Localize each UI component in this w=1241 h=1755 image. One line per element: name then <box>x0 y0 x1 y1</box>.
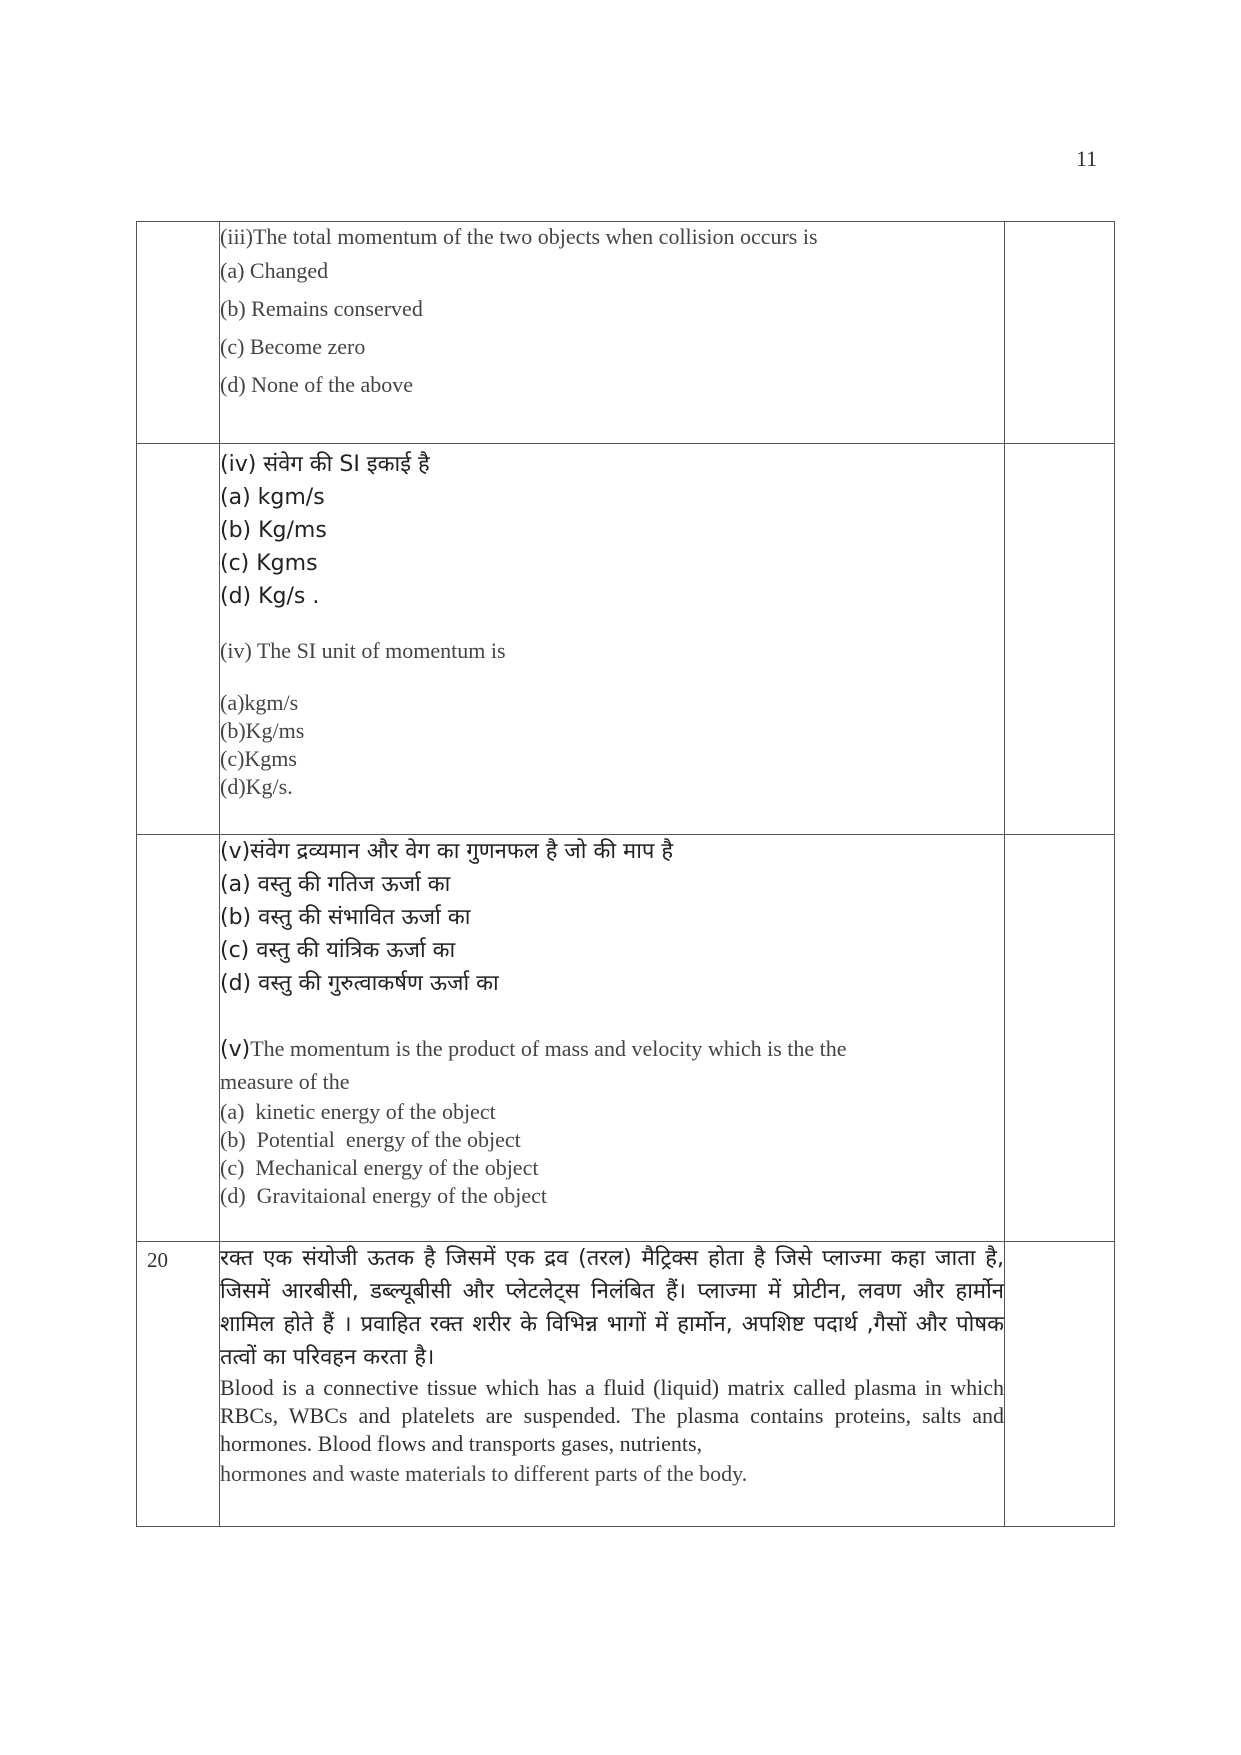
english-option-b: (b)Kg/ms <box>220 718 305 743</box>
english-option-d: (d)Kg/s. <box>220 774 293 799</box>
question-iii-text: (iii)The total momentum of the two objects when collision occurs is <box>220 224 818 249</box>
english-question-iv: (iv) The SI unit of momentum is <box>220 638 506 663</box>
english-option-a: (a)kgm/s <box>220 690 299 715</box>
serial-cell <box>137 1242 220 1527</box>
hindi-option-d: (d) वस्तु की गुरुत्वाकर्षण ऊर्जा का <box>220 971 499 996</box>
hindi-answer-text: रक्त एक संयोजी ऊतक है जिसमें एक द्रव (तरल) मैट्रिक्स होता है जिसे प्लाज्मा कहा जाता है, जिसमें आरबीसी, डब्ल्यूबीसी और प्लेटलेट्स निलंबित हैं। प्लाज्मा में प्रोटीन, लवण और हार्मोन शामिल होते हैं । प्रवाहित रक्त शरीर के विभिन्न भागों में हार्मोन, अपशिष्ट पदार्थ ,गैसों और पोषक तत्वों का परिवहन करता है। <box>220 1246 1004 1370</box>
hindi-option-d: (d) Kg/s . <box>220 584 320 609</box>
table-row-iv <box>137 444 1115 835</box>
table-row-20 <box>137 1242 1115 1527</box>
marks-cell <box>1005 1242 1115 1527</box>
english-question-v-line2: measure of the <box>220 1069 350 1094</box>
english-answer-last-line: hormones and waste materials to different parts of the body. <box>220 1461 748 1486</box>
english-answer-text: Blood is a connective tissue which has a fluid (liquid) matrix called plasma in which RBCs, WBCs and platelets are suspended. The plasma contains proteins, salts and hormones. Blood flows and transports gases, nutrients, <box>220 1375 1004 1456</box>
english-option-a: (a) kinetic energy of the object <box>220 1099 496 1124</box>
marks-cell <box>1005 444 1115 835</box>
english-option-d: (d) Gravitaional energy of the object <box>220 1183 548 1208</box>
marks-cell <box>1005 835 1115 1242</box>
table-row-iii <box>137 222 1115 444</box>
hindi-question-iv: (iv) संवेग की SI इकाई है <box>220 452 430 477</box>
hindi-question-v: (v)संवेग द्रव्यमान और वेग का गुणनफल है जो की माप है <box>220 839 674 864</box>
hindi-option-b: (b) वस्तु की संभावित ऊर्जा का <box>220 905 471 930</box>
serial-cell <box>137 222 220 444</box>
english-question-v-line1: The momentum is the product of mass and velocity which is the the <box>250 1036 847 1061</box>
serial-cell <box>137 444 220 835</box>
question-cell-20 <box>220 1242 1005 1527</box>
option-a: (a) Changed <box>220 258 329 283</box>
page-number: 11 <box>1076 146 1098 171</box>
english-option-b: (b) Potential energy of the object <box>220 1127 521 1152</box>
english-option-c: (c)Kgms <box>220 746 297 771</box>
answer-key-table <box>136 221 1115 1527</box>
option-b: (b) Remains conserved <box>220 296 423 321</box>
hindi-option-c: (c) वस्तु की यांत्रिक ऊर्जा का <box>220 938 456 963</box>
hindi-option-a: (a) वस्तु की गतिज ऊर्जा का <box>220 872 451 897</box>
english-question-v-prefix: (v) <box>220 1037 251 1062</box>
hindi-option-b: (b) Kg/ms <box>220 518 327 543</box>
serial-cell <box>137 835 220 1242</box>
hindi-option-a: (a) kgm/s <box>220 485 325 510</box>
english-option-c: (c) Mechanical energy of the object <box>220 1155 539 1180</box>
english-question-v <box>220 1033 1004 1066</box>
option-c: (c) Become zero <box>220 334 366 359</box>
question-cell-v <box>220 835 1005 1242</box>
hindi-option-c: (c) Kgms <box>220 551 318 576</box>
option-d: (d) None of the above <box>220 372 414 397</box>
question-cell-iv <box>220 444 1005 835</box>
table-row-v <box>137 835 1115 1242</box>
question-number: 20 <box>147 1248 168 1272</box>
question-cell-iii <box>220 222 1005 444</box>
marks-cell <box>1005 222 1115 444</box>
